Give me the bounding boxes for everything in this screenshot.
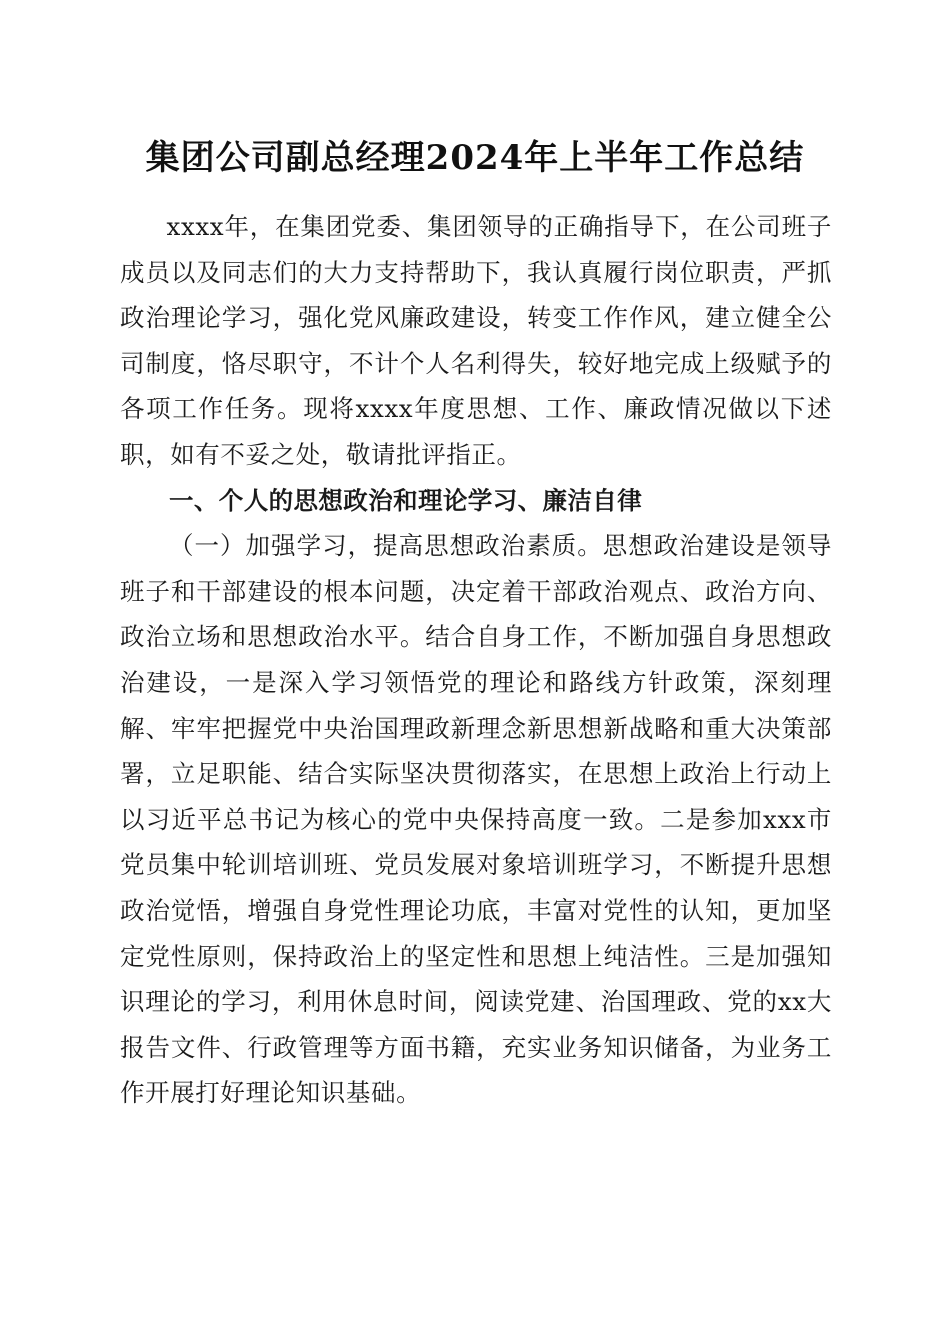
intro-paragraph: xxxx年，在集团党委、集团领导的正确指导下，在公司班子成员以及同志们的大力支持帮助下，我认真履行岗位职责，严抓政治理论学习，强化党风廉政建设，转变工作作风，建立健全公司制度，恪尽职守，不计个人名利得失，较好地完成上级赋予的各项工作任务。现将xxxx年度思想、工作、廉政情况做以下述职，如有不妥之处，敬请批评指正。 [120,212,832,469]
document-body [120,204,832,1116]
document-title: 集团公司副总经理2024年上半年工作总结 [145,138,805,178]
section-item-paragraph: （一）加强学习，提高思想政治素质。思想政治建设是领导班子和干部建设的根本问题，决定着干部政治观点、政治方向、政治立场和思想政治水平。结合自身工作，不断加强自身思想政治建设，一是深入学习领悟党的理论和路线方针政策，深刻理解、牢牢把握党中央治国理政新理念新思想新战略和重大决策部署，立足职能、结合实际坚决贯彻落实，在思想上政治上行动上以习近平总书记为核心的党中央保持高度一致。二是参加xxx市党员集中轮训培训班、党员发展对象培训班学习，不断提升思想政治觉悟，增强自身党性理论功底，丰富对党性的认知，更加坚定党性原则，保持政治上的坚定性和思想上纯洁性。三是加强知识理论的学习，利用休息时间，阅读党建、治国理政、党的xx大报告文件、行政管理等方面书籍，充实业务知识储备，为业务工作开展打好理论知识基础。 [120,531,832,1108]
section-heading: 一、个人的思想政治和理论学习、廉洁自律 [169,485,643,515]
